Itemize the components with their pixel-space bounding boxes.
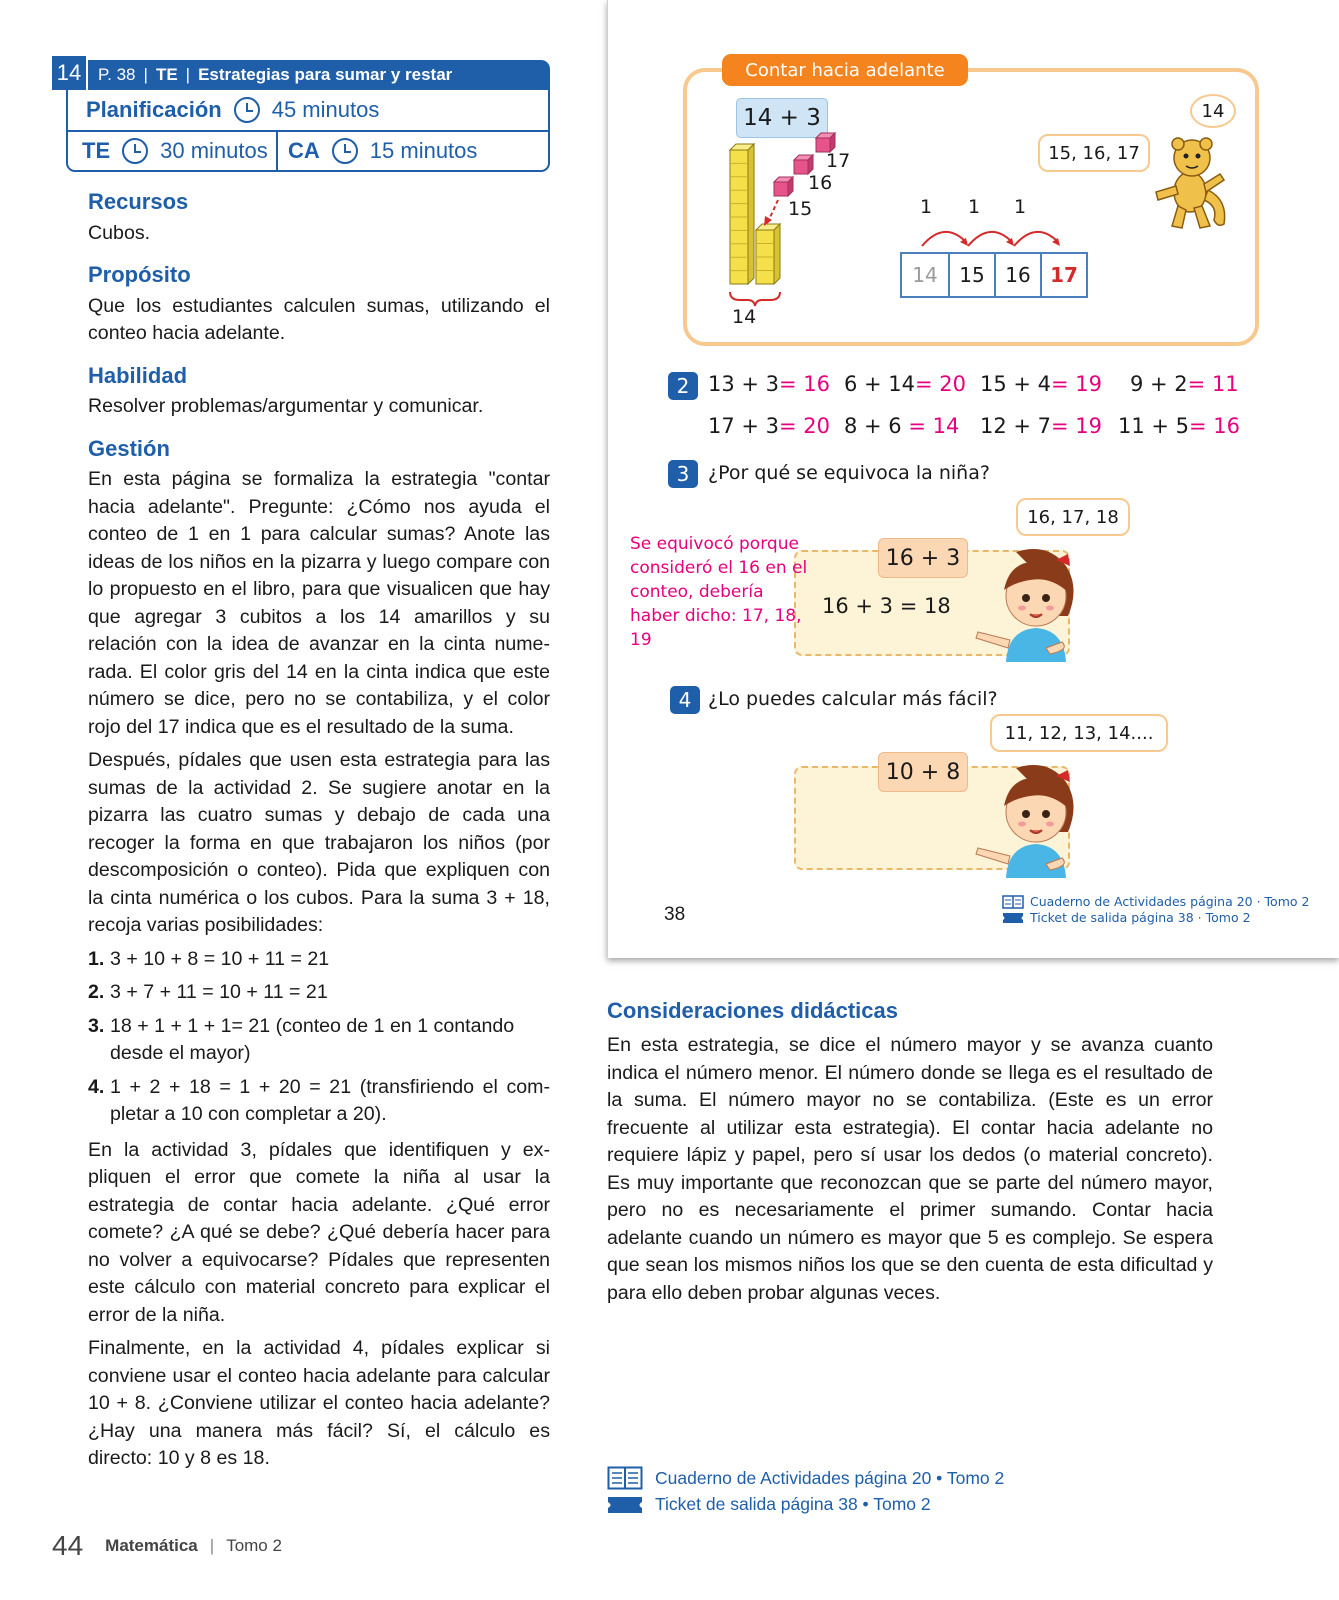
step-arrows: [908, 218, 1088, 252]
ticket-icon: [607, 1495, 643, 1515]
number-line: [900, 252, 1088, 298]
activity-question: ¿Lo puedes calcular más fácil?: [708, 688, 998, 710]
cube-label: 17: [826, 150, 851, 172]
girl-illustration: [938, 762, 1088, 878]
ticket-icon: [1002, 912, 1024, 924]
step-label: 1: [1014, 196, 1027, 218]
subject-label: Matemática: [105, 1536, 198, 1555]
planning-label: Planificación: [86, 97, 222, 122]
guide-content: [88, 188, 550, 1479]
cube-label: 15: [788, 198, 813, 220]
activity-card: 10 + 8: [878, 752, 968, 792]
lesson-header-bar: [52, 60, 550, 90]
exercise: 15 + 4= 19: [980, 372, 1103, 396]
activities-reference: Cuaderno de Actividades página 20 • Tomo 2: [607, 1466, 1004, 1490]
lesson-number: 14: [52, 56, 88, 90]
exercise: 11 + 5= 16: [1118, 414, 1241, 438]
lesson-page: P. 38: [98, 65, 136, 84]
habilidad-heading: Habilidad: [88, 362, 188, 388]
page-number: 44: [52, 1530, 84, 1561]
te-time: 30 minutos: [160, 138, 268, 163]
gestion-heading: Gestión: [88, 435, 170, 461]
clock-icon: [234, 97, 260, 123]
separator: |: [185, 65, 191, 84]
lesson-header: [52, 60, 550, 172]
list-item: 3. 18 + 1 + 1 + 1= 21 (conteo de 1 en 1 contando desde el mayor): [88, 1014, 515, 1064]
brace-label: 14: [732, 306, 757, 328]
time-split-row: [68, 130, 548, 170]
exercise: 13 + 3= 16: [708, 372, 831, 396]
book-page-number: 38: [664, 904, 686, 925]
lion-illustration: [1148, 130, 1234, 234]
book-reference: Cuaderno de Actividades página 20 · Tomo 2: [1002, 894, 1309, 909]
textbook-page: [607, 0, 1339, 958]
step-label: 1: [920, 196, 933, 218]
habilidad-text: Resolver problemas/argumentar y comunicar.: [88, 395, 484, 417]
separator: |: [209, 1536, 215, 1555]
recursos-text: Cubos.: [88, 221, 151, 244]
gestion-paragraph: Después, pídales que usen esta estrategia para las sumas de la actividad 2. Se sugiere anotar en la pizarra las cuatro sumas y debajo de cada una recoger la forma en que trabajaron los niños (por descomposición o conteo). Pida que expliquen con la cinta numérica o los cubos. Para la suma 3 + 18, recoja varias posibilidades:: [88, 749, 550, 936]
ca-time: 15 minutos: [369, 138, 478, 163]
exercise: 12 + 7= 19: [980, 414, 1103, 438]
step-label: 1: [968, 196, 981, 218]
exercise: 9 + 2= 11: [1130, 372, 1239, 396]
strategy-tab: Contar hacia adelante: [722, 54, 968, 86]
page-footer: [52, 1530, 282, 1562]
girl-speech-bubble: 16, 17, 18: [1016, 498, 1130, 536]
girl-illustration: [938, 546, 1088, 662]
exercise: 17 + 3= 20: [708, 414, 831, 438]
lesson-schedule: [66, 90, 550, 172]
sum-card: 14 + 3: [736, 98, 828, 138]
didactic-text: En esta estrategia, se dice el número mayor y se avanza cuanto indica el número menor. El número donde se llega es el resultado de la suma. El número mayor no se contabiliza. (Este es un error frecuente al utilizar esta estrategia). El contar hacia adelante no requiere lápiz y papel, pero sí usar los dedos (o material concreto). Es muy importante que reconozcan que se parte del número mayor, pero no es necesariamente el primer sumando. Contar hacia adelante cuando un número es mayor que 5 es complejo. Se espera que sean los mismos niños los que se den cuenta de esta dificultad y para ello deben probar algunas veces.: [607, 1034, 1213, 1304]
activity-number: 3: [668, 460, 698, 488]
number-line-cell: 14: [912, 263, 938, 287]
cube-label: 16: [808, 172, 833, 194]
te-label: TE: [82, 138, 111, 163]
notebook-icon: [607, 1466, 643, 1490]
ca-label: CA: [288, 138, 320, 163]
lion-thought-bubble: 14: [1190, 94, 1236, 128]
cubes-illustration: [718, 130, 838, 320]
teacher-answer: Se equivocó porque consideró el 16 en el conteo, debería haber dicho: 17, 18, 19: [630, 534, 808, 650]
exercise: 6 + 14= 20: [844, 372, 967, 396]
volume-label: Tomo 2: [226, 1536, 282, 1555]
gestion-paragraph: En la actividad 3, pídales que identifiquen y expliquen el error que comete la niña al usar la estrategia de contar hacia adelante. ¿Qué error comete? ¿A qué se debe? ¿Qué debería hacer para no volver a equivocarse? Pídales que representen este cálculo con material concreto para explicar el error de la niña.: [88, 1138, 550, 1326]
exercise: 8 + 6 = 14: [844, 414, 960, 438]
activity-question: ¿Por qué se equivoca la niña?: [708, 462, 990, 484]
recursos-heading: Recursos: [88, 189, 189, 214]
number-line-cell: 16: [994, 254, 1040, 296]
list-item: 4. 1 + 2 + 18 = 1 + 20 = 21 (transfiriendo el completar a 10 con completar a 20).: [88, 1075, 550, 1125]
number-line-cell: 17: [1040, 254, 1086, 296]
list-item: 1. 3 + 10 + 8 = 10 + 11 = 21: [88, 947, 330, 970]
ticket-reference: Ticket de salida página 38 • Tomo 2: [607, 1494, 931, 1515]
gestion-paragraph: Finalmente, en la actividad 4, pídales explicar si conviene usar el conteo hacia adelante para calcular 10 + 8. ¿Conviene utilizar el conteo hacia adelante? ¿Hay una manera más fácil? Sí, el cálculo es directo: 10 y 8 es 18.: [88, 1337, 550, 1469]
clock-icon: [332, 138, 358, 164]
list-item: 2. 3 + 7 + 11 = 10 + 11 = 21: [88, 981, 328, 1003]
lion-speech-bubble: 15, 16, 17: [1038, 134, 1150, 172]
number-line-cell: 15: [948, 254, 994, 296]
girl-speech-bubble: 11, 12, 13, 14....: [990, 714, 1168, 752]
gestion-paragraph: En esta página se formaliza la estrategia "contar hacia adelante". Pregunte: ¿Cómo nos ayuda el conteo de 1 en 1 para calcular sumas? Anote las ideas de los niños en la pizarra y luego compare con lo propuesto en el libro, para que visualicen que hay que agregar 3 cubitos a los 14 amarillos y su relación con la idea de avanzar en la cinta numerada. El color gris del 14 en la cinta indica que este número se dice, pero no se contabiliza, y el color rojo del 17 indica que es el resultado de la suma.: [88, 468, 550, 738]
planning-row: [68, 90, 548, 130]
notebook-icon: [1002, 895, 1024, 909]
proposito-heading: Propósito: [88, 262, 191, 287]
didactic-section: [607, 998, 1213, 1307]
book-reference: Ticket de salida página 38 · Tomo 2: [1002, 910, 1251, 925]
girl-equation: 16 + 3 = 18: [822, 594, 951, 618]
clock-icon: [122, 138, 148, 164]
activity-number: 4: [670, 686, 700, 714]
planning-time: 45 minutos: [271, 97, 380, 122]
activity-number: 2: [668, 372, 698, 400]
activity-card: 16 + 3: [878, 538, 968, 578]
lesson-title: Estrategias para sumar y restar: [198, 65, 453, 84]
separator: |: [143, 65, 148, 84]
lesson-tag: TE: [155, 65, 178, 84]
proposito-text: Que los estudiantes calculen sumas, utilizando el conteo hacia adelante.: [88, 294, 550, 344]
didactic-heading: Consideraciones didácticas: [607, 998, 898, 1023]
